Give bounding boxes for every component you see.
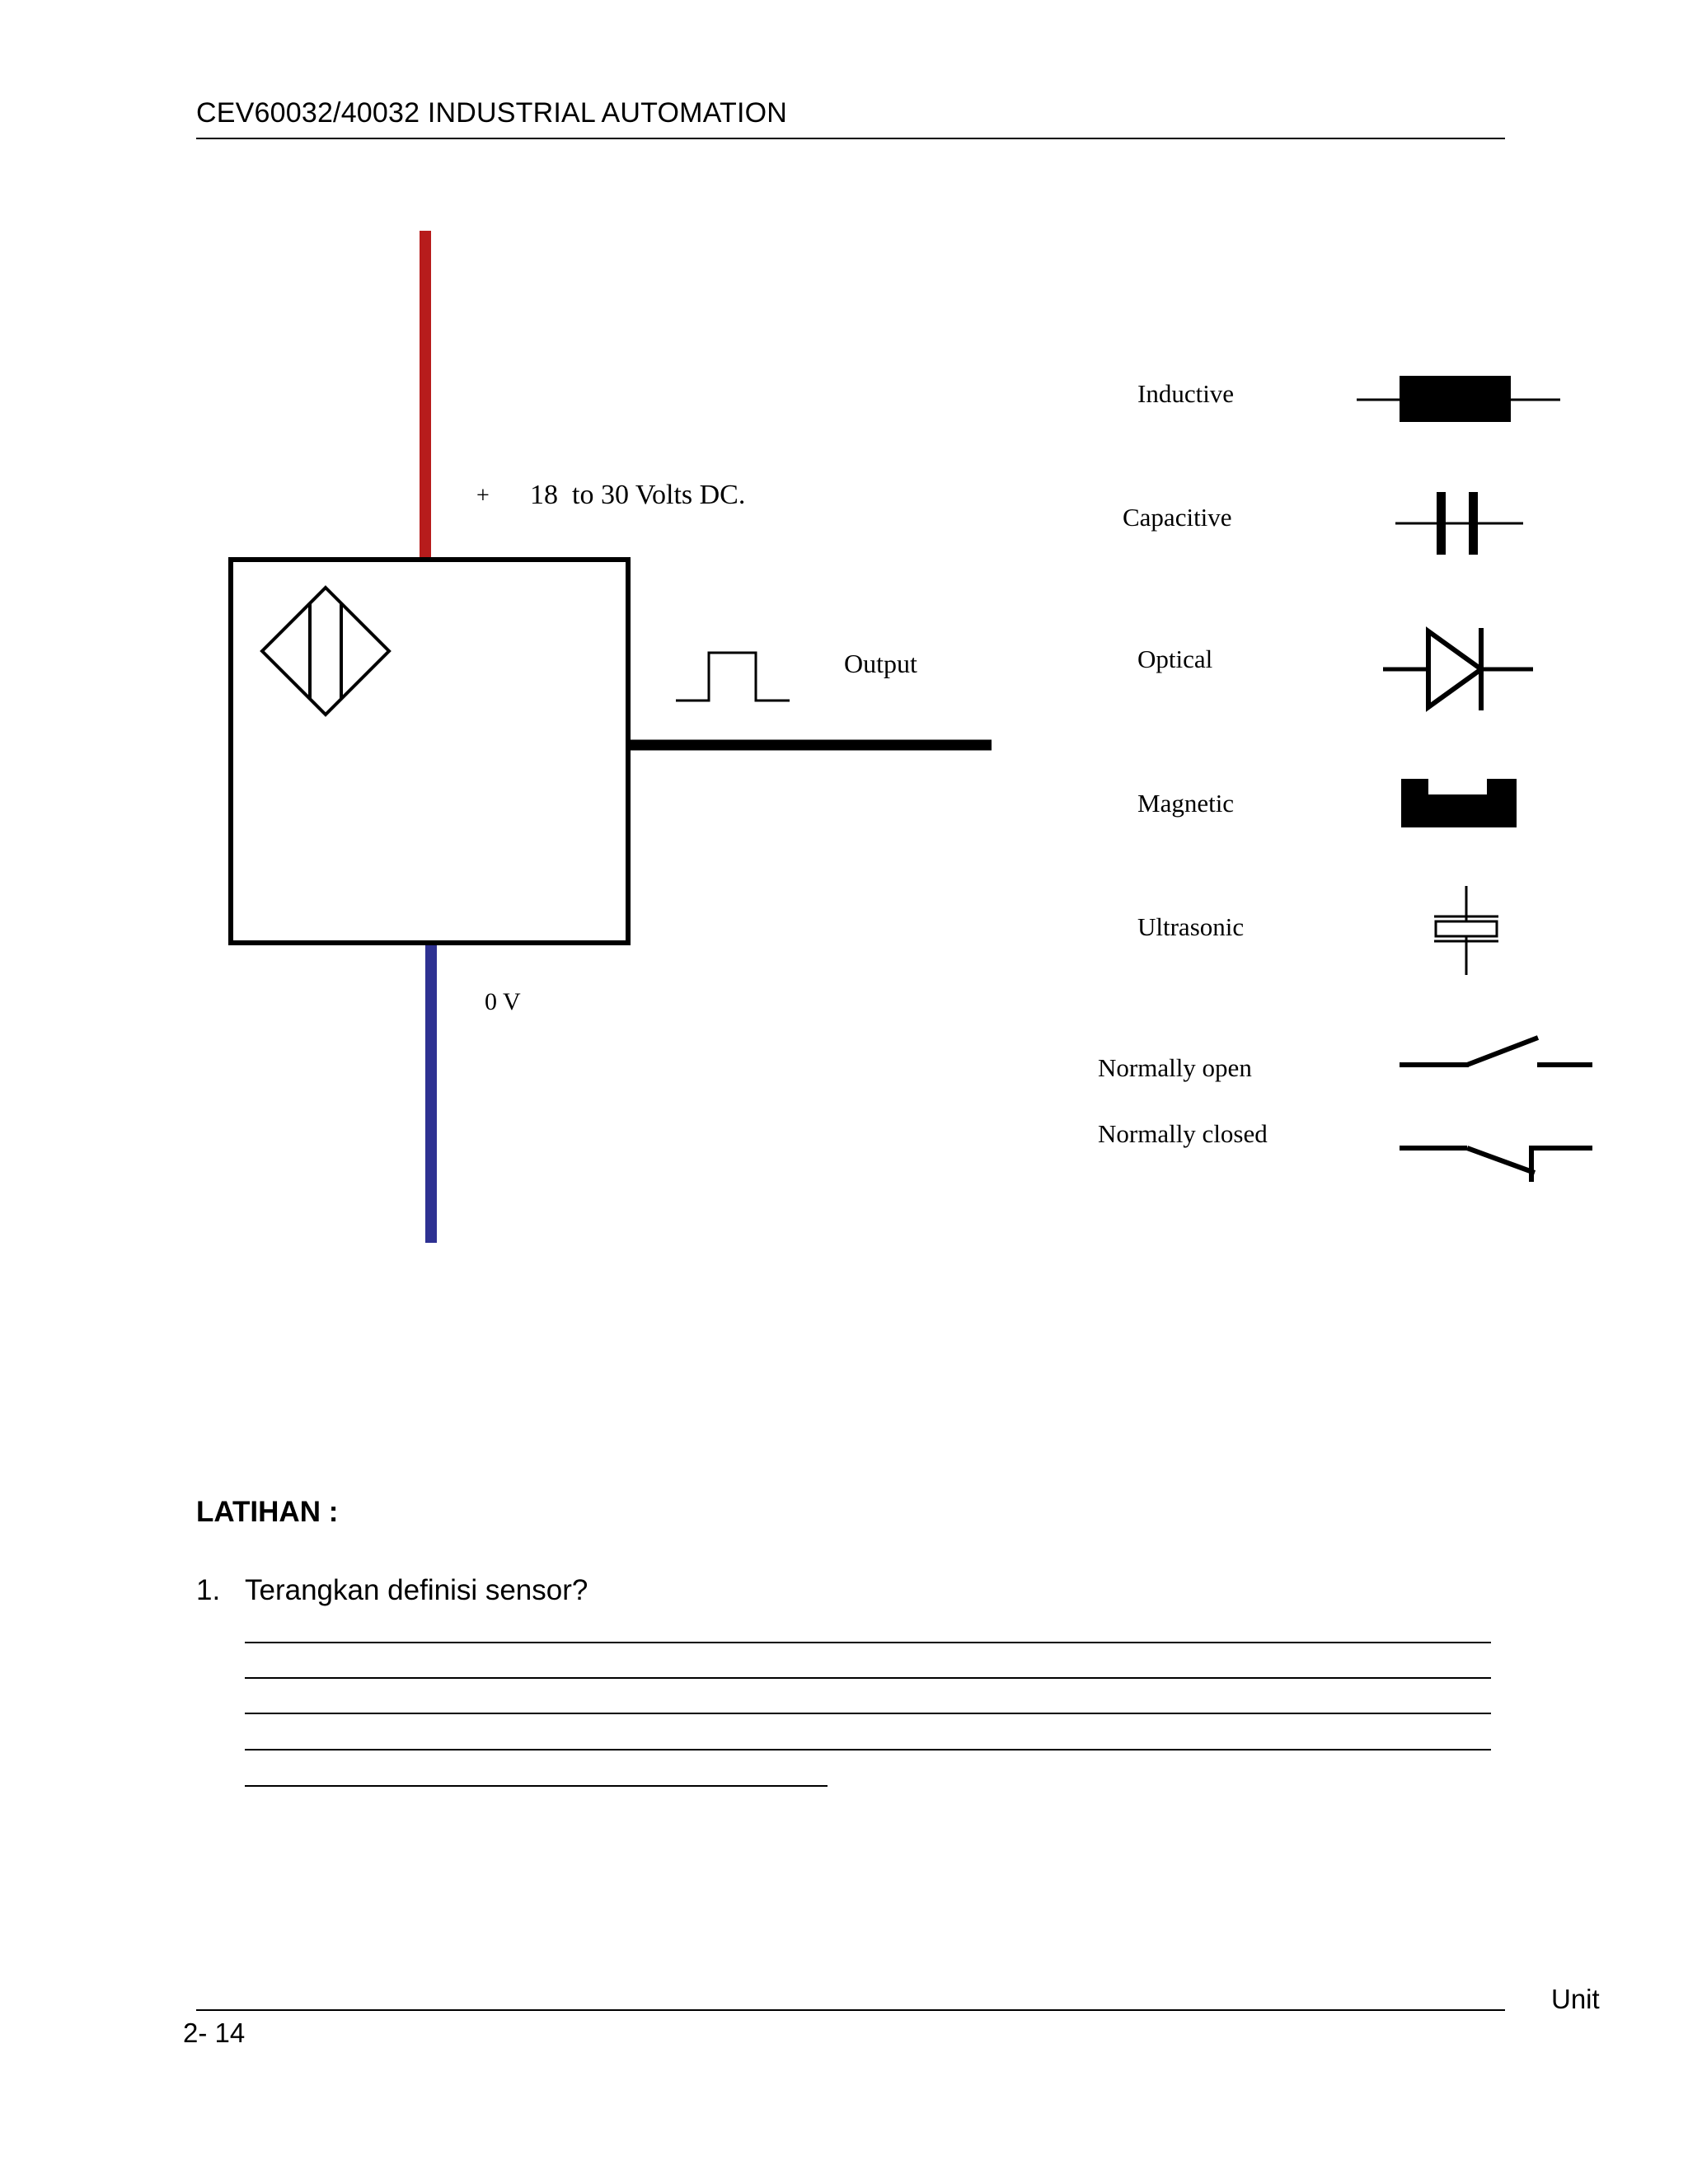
inductive-symbol-icon bbox=[1357, 376, 1560, 422]
answer-line bbox=[245, 1713, 1491, 1714]
footer-rule bbox=[196, 2009, 1505, 2011]
crystal-symbol-icon bbox=[1434, 886, 1498, 975]
legend-label-optical: Optical bbox=[1137, 644, 1213, 673]
legend-label-ultrasonic: Ultrasonic bbox=[1137, 912, 1245, 941]
output-label: Output bbox=[844, 649, 917, 678]
ground-label: 0 V bbox=[485, 988, 521, 1015]
legend-label-normally-closed: Normally closed bbox=[1098, 1119, 1268, 1148]
normally-open-switch-icon bbox=[1400, 1038, 1592, 1065]
question-text: Terangkan definisi sensor? bbox=[245, 1574, 588, 1606]
page-header-title: CEV60032/40032 INDUSTRIAL AUTOMATION bbox=[196, 97, 788, 129]
legend-label-magnetic: Magnetic bbox=[1137, 789, 1235, 818]
answer-line bbox=[245, 1677, 1491, 1679]
magnetic-symbol-icon bbox=[1401, 779, 1517, 827]
legend-label-normally-open: Normally open bbox=[1098, 1053, 1252, 1082]
page-number: 2- 14 bbox=[183, 2018, 246, 2048]
answer-line bbox=[245, 1749, 1491, 1750]
diode-symbol-icon bbox=[1383, 628, 1533, 710]
answer-line bbox=[245, 1785, 828, 1787]
pulse-waveform-icon bbox=[676, 653, 790, 701]
sensor-body bbox=[231, 560, 628, 943]
footer-unit-label: Unit bbox=[1551, 1984, 1600, 2014]
question-number: 1. bbox=[196, 1574, 221, 1606]
answer-line bbox=[245, 1642, 1491, 1643]
normally-closed-switch-icon bbox=[1400, 1148, 1592, 1182]
supply-voltage-label: 18 to 30 Volts DC. bbox=[530, 480, 746, 510]
legend-label-capacitive: Capacitive bbox=[1123, 503, 1232, 532]
capacitive-symbol-icon bbox=[1395, 492, 1523, 555]
legend-label-inductive: Inductive bbox=[1137, 379, 1235, 408]
supply-plus-sign: + bbox=[476, 483, 490, 509]
exercise-heading: LATIHAN : bbox=[196, 1496, 339, 1528]
